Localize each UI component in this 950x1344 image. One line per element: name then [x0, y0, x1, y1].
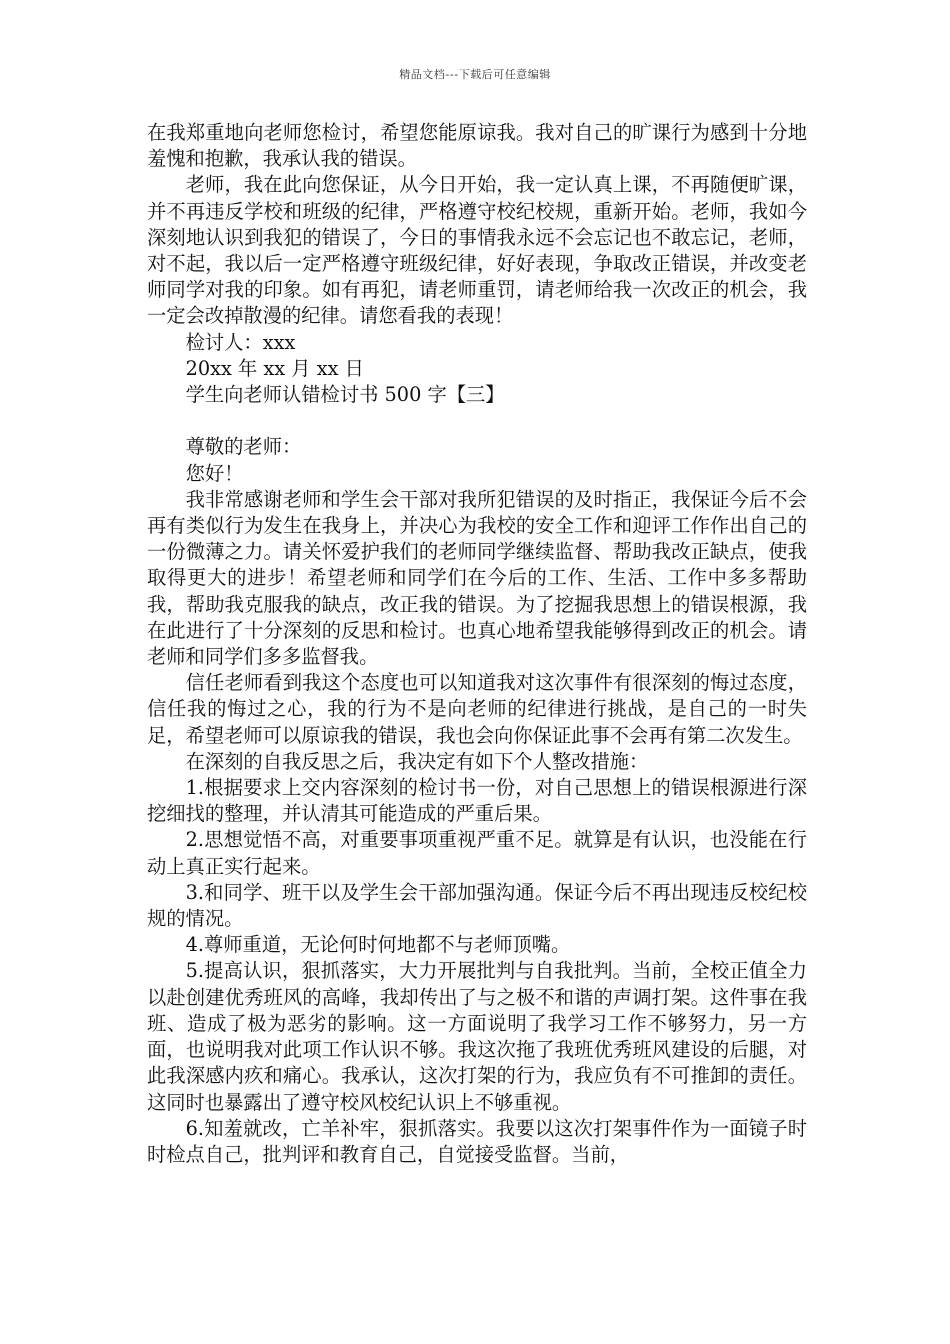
paragraph: 检讨人：xxx: [185, 330, 296, 354]
page-header: 精品文档---下载后可任意编辑: [399, 68, 551, 81]
paragraph: 3.和同学、班干以及学生会干部加强沟通。保证今后不再出现违反校纪校规的情况。: [147, 880, 807, 931]
paragraph: 2.思想觉悟不高，对重要事项重视严重不足。就算是有认识，也没能在行动上真正实行起来。: [147, 828, 807, 878]
paragraph: 4.尊师重道，无论何时何地都不与老师顶嘴。: [185, 933, 571, 957]
paragraph: 5.提高认识，狠抓落实，大力开展批判与自我批判。当前，全校正值全力以赴创建优秀班风的高峰，我却传出了与之极不和谐的声调打架。这件事在我班、造成了极为恶劣的影响。这一方面说明了我学习工作不够努力，另一方面，也说明我对此项工作认识不够。我这次拖了我班优秀班风建设的后腿，对此我深感内疚和痛心。我承认，这次打架的行为，我应负有不可推卸的责任。这同时也暴露出了遵守校风校纪认识上不够重视。: [147, 959, 807, 1114]
paragraph: 信任老师看到我这个态度也可以知道我对这次事件有很深刻的悔过态度，信任我的悔过之心，我的行为不是向老师的纪律进行挑战，是自己的一时失足，希望老师可以原谅我的错误，我也会向你保证此事不会再有第二次发生。: [147, 671, 807, 747]
document-body: [147, 120, 807, 1168]
paragraph: 尊敬的老师：: [185, 435, 302, 459]
paragraph: 在深刻的自我反思之后，我决定有如下个人整改措施：: [185, 749, 649, 773]
paragraph: 20xx 年 xx 月 xx 日: [185, 356, 364, 380]
paragraph: 6.知羞就改，亡羊补牢，狠抓落实。我要以这次打架事件作为一面镜子时时检点自己，批判评和教育自己，自觉接受监督。当前，: [147, 1116, 807, 1166]
blank-line: [147, 408, 807, 434]
paragraph: 我非常感谢老师和学生会干部对我所犯错误的及时指正，我保证今后不会再有类似行为发生在我身上，并决心为我校的安全工作和迎评工作作出自己的一份微薄之力。请关怀爱护我们的老师同学继续监督、帮助我改正缺点，使我取得更大的进步！希望老师和同学们在今后的工作、生活、工作中多多帮助我，帮助我克服我的缺点，改正我的错误。为了挖掘我思想上的错误根源，我在此进行了十分深刻的反思和检讨。也真心地希望我能够得到改正的机会。请老师和同学们多多监督我。: [147, 487, 807, 669]
paragraph: 1.根据要求上交内容深刻的检讨书一份，对自己思想上的错误根源进行深挖细找的整理，并认清其可能造成的严重后果。: [147, 776, 807, 826]
paragraph: 您好！: [185, 461, 244, 485]
paragraph: 在我郑重地向老师您检讨，希望您能原谅我。我对自己的旷课行为感到十分地羞愧和抱歉，我承认我的错误。: [147, 121, 807, 171]
paragraph: 学生向老师认错检讨书 500 字【三】: [185, 383, 505, 407]
paragraph: 老师，我在此向您保证，从今日开始，我一定认真上课，不再随便旷课，并不再违反学校和班级的纪律，严格遵守校纪校规，重新开始。老师，我如今深刻地认识到我犯的错误了，今日的事情我永远不会忘记也不敢忘记，老师，对不起，我以后一定严格遵守班级纪律，好好表现，争取改正错误，并改变老师同学对我的印象。如有再犯，请老师重罚，请老师给我一次改正的机会，我一定会改掉散漫的纪律。请您看我的表现！: [147, 173, 807, 328]
